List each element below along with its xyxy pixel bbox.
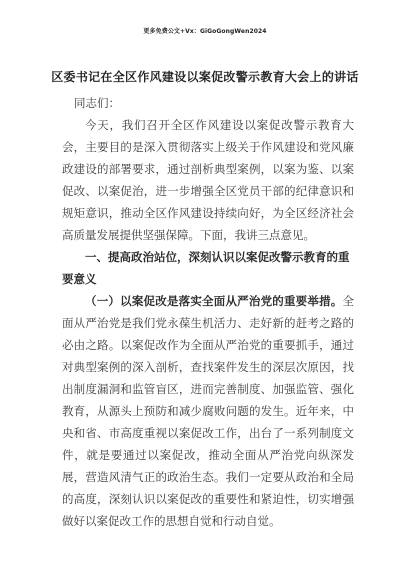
document-title: 区委书记在全区作风建设以案促改警示教育大会上的讲话	[51, 70, 359, 84]
section-heading-1: 一、提高政治站位，深刻认识以案促改警示教育的重要意义	[62, 250, 350, 286]
document-body	[62, 92, 354, 532]
subsection-1-paragraph	[62, 290, 354, 532]
subsection-heading-1: （一）以案促改是落实全面从严治党的重要举措。	[85, 294, 343, 308]
salutation: 同志们：	[74, 96, 120, 110]
subsection-1-body: 全面从严治党是我们党永葆生机活力、走好新的赶考之路的必由之路。以案促改作为全面从严治党的重要抓手，通过对典型案例的深入剖析，查找案件发生的深层次原因，找出制度漏洞和监管盲区，进而完善制度、加强监管、强化教育，从源头上预防和减少腐败问题的发生。近年来，中央和省、市高度重视以案促改工作，出台了一系列制度文件，就是要通过以案促改，推动全面从严治党向纵深发展，营造风清气正的政治生态。我们一定要从政治和全局的高度，深刻认识以案促改的重要性和紧迫性，切实增强做好以案促改工作的思想自觉和行动自觉。	[62, 294, 354, 528]
intro-paragraph: 今天，我们召开全区作风建设以案促改警示教育大会，主要目的是深入贯彻落实上级关于作风建设和党风廉政建设的部署要求，通过剖析典型案例，以案为鉴、以案促改、以案促治，进一步增强全区党员干部的纪律意识和规矩意识，推动全区作风建设持续向好，为全区经济社会高质量发展提供坚强保障。下面，我讲三点意见。	[62, 118, 354, 242]
header-note: 更多免费公文+Vx：GiGoGongWen2024	[143, 28, 267, 35]
